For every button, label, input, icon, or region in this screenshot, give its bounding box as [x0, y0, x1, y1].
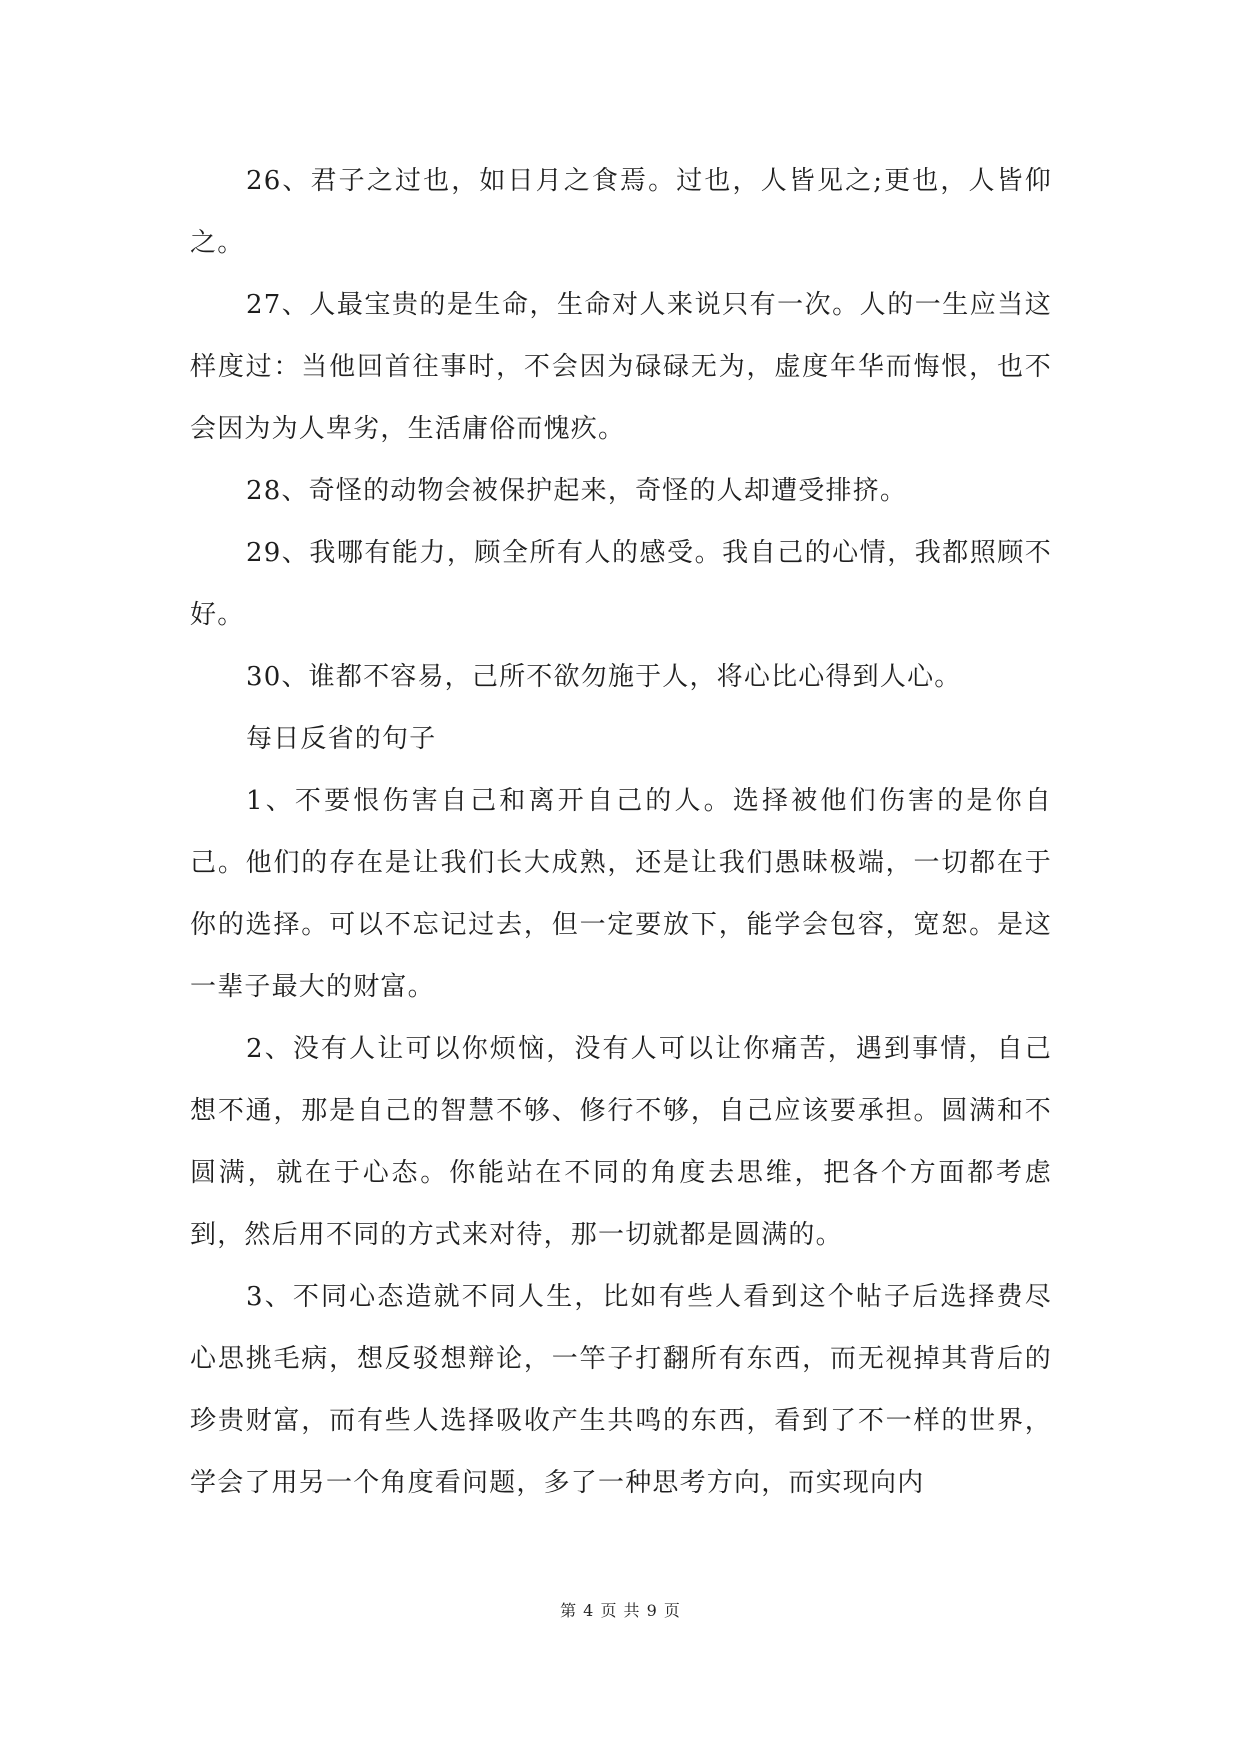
- section-heading: 每日反省的句子: [246, 724, 437, 754]
- paragraph-26: 26、君子之过也，如日月之食焉。过也，人皆见之;更也，人皆仰之。: [190, 166, 1052, 258]
- paragraph-29: 29、我哪有能力，顾全所有人的感受。我自己的心情，我都照顾不好。: [190, 538, 1052, 630]
- page-number-footer: 第 4 页 共 9 页: [560, 1601, 681, 1620]
- paragraph-2: 2、没有人让可以你烦恼，没有人可以让你痛苦，遇到事情，自己想不通，那是自己的智慧不够、修行不够，自己应该要承担。圆满和不圆满，就在于心态。你能站在不同的角度去思维，把各个方面都考虑到，然后用不同的方式来对待，那一切就都是圆满的。: [190, 1034, 1052, 1250]
- paragraph-1: 1、不要恨伤害自己和离开自己的人。选择被他们伤害的是你自己。他们的存在是让我们长大成熟，还是让我们愚昧极端，一切都在于你的选择。可以不忘记过去，但一定要放下，能学会包容，宽恕。是这一辈子最大的财富。: [190, 786, 1052, 1002]
- paragraph-28: 28、奇怪的动物会被保护起来，奇怪的人却遭受排挤。: [246, 476, 908, 506]
- paragraph-3: 3、不同心态造就不同人生，比如有些人看到这个帖子后选择费尽心思挑毛病，想反驳想辩论，一竿子打翻所有东西，而无视掉其背后的珍贵财富，而有些人选择吸收产生共鸣的东西，看到了不一样的世界，学会了用另一个角度看问题，多了一种思考方向，而实现向内: [190, 1282, 1052, 1498]
- paragraph-30: 30、谁都不容易，己所不欲勿施于人，将心比心得到人心。: [246, 662, 962, 692]
- document-body: [190, 150, 1052, 1514]
- paragraph-27: 27、人最宝贵的是生命，生命对人来说只有一次。人的一生应当这样度过：当他回首往事时，不会因为碌碌无为，虚度年华而悔恨，也不会因为为人卑劣，生活庸俗而愧疚。: [190, 290, 1052, 444]
